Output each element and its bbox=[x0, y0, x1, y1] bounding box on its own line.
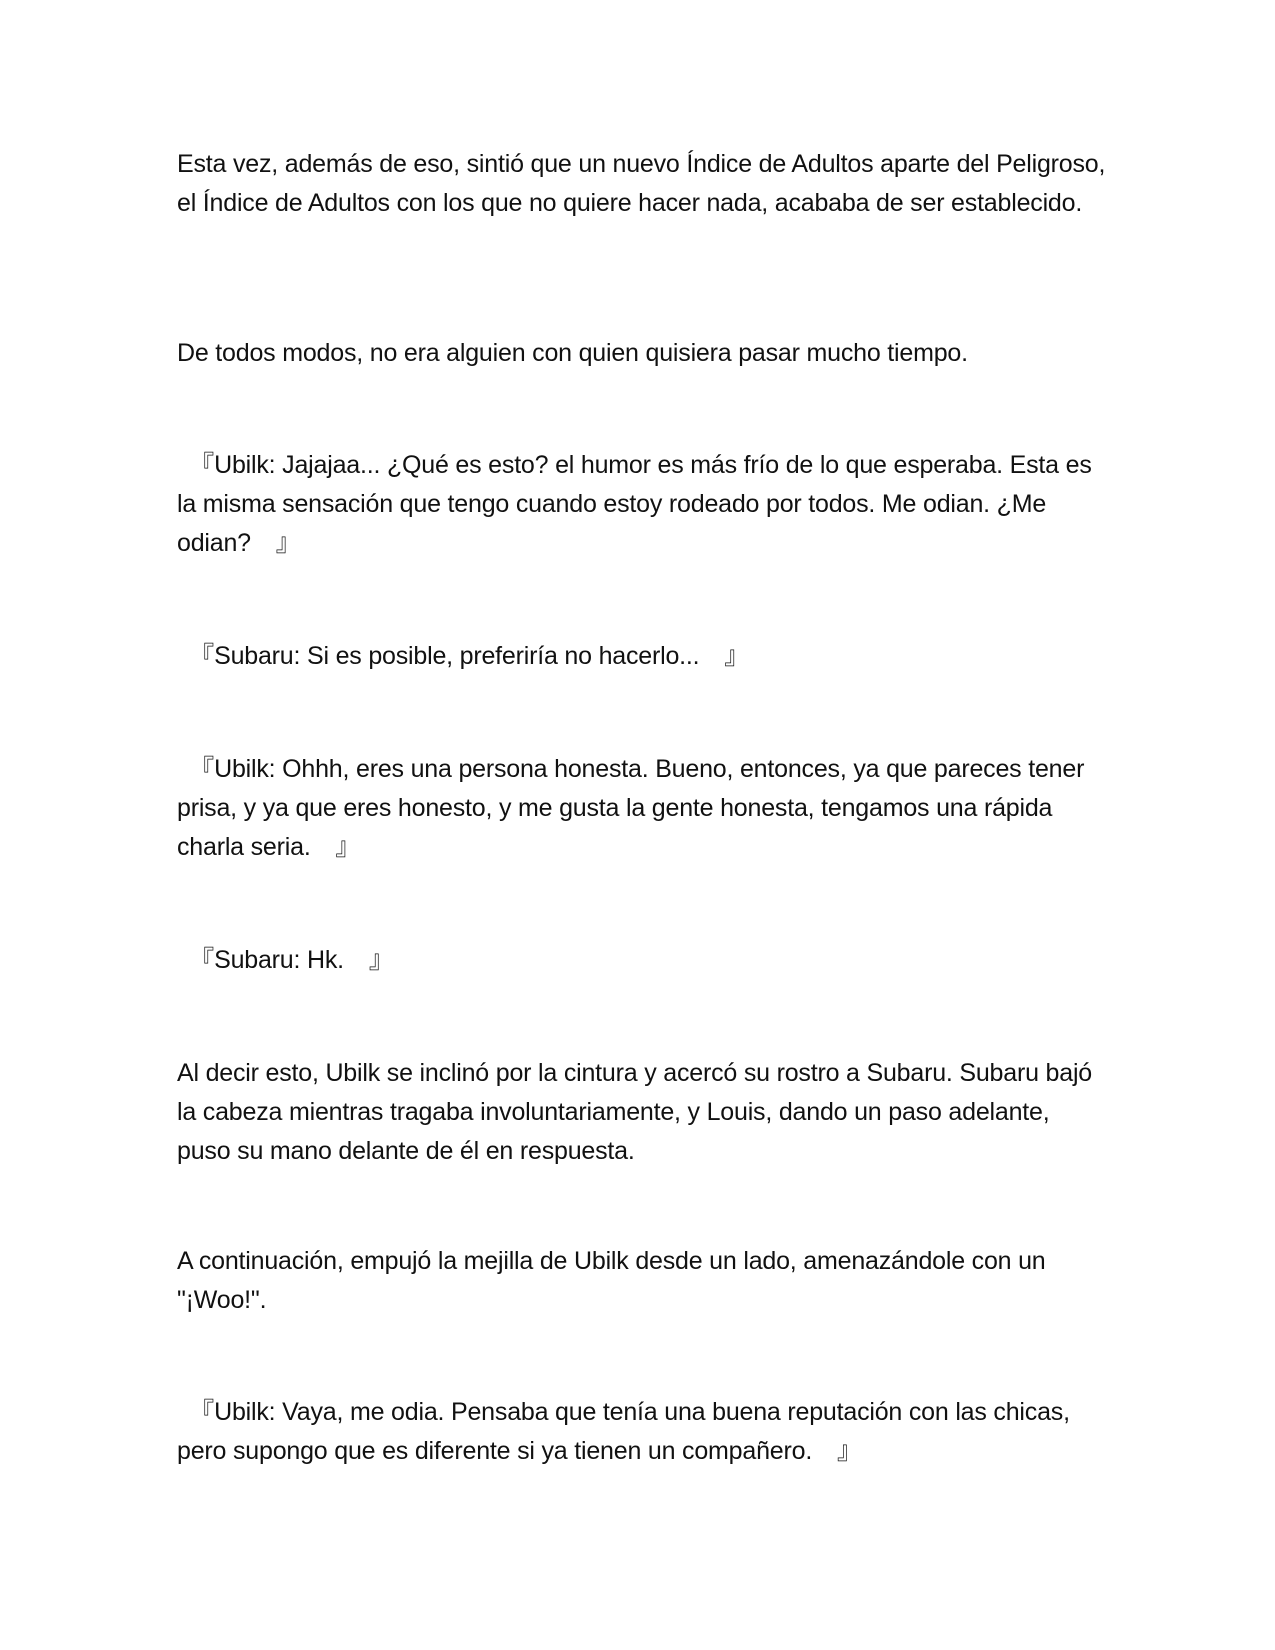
paragraph-narration: Al decir esto, Ubilk se inclinó por la cintura y acercó su rostro a Subaru. Subaru bajó la cabeza mientras tragaba involuntariamente, y Louis, dando un paso adelante, puso su mano delante de él en respuesta. bbox=[177, 1059, 1093, 1165]
paragraph-dialogue-ubilk: 『Ubilk: Jajajaa... ¿Qué es esto? el humor es más frío de lo que esperaba. Esta es la misma sensación que tengo cuando estoy rodeado por todos. Me odian. ¿Me odian? 』 bbox=[177, 451, 1092, 557]
paragraph-dialogue-subaru: 『Subaru: Si es posible, preferiría no hacerlo... 』 bbox=[177, 642, 750, 670]
paragraph-dialogue-subaru: 『Subaru: Hk. 』 bbox=[177, 946, 394, 974]
paragraph-narration: A continuación, empujó la mejilla de Ubilk desde un lado, amenazándole con un "¡Woo!". bbox=[177, 1247, 1046, 1314]
paragraph-dialogue-ubilk: 『Ubilk: Vaya, me odia. Pensaba que tenía una buena reputación con las chicas, pero supongo que es diferente si ya tienen un compañero. 』 bbox=[177, 1398, 1070, 1465]
paragraph-narration: Esta vez, además de eso, sintió que un nuevo Índice de Adultos aparte del Peligroso, el Índice de Adultos con los que no quiere hacer nada, acababa de ser establecido. bbox=[177, 150, 1106, 217]
paragraph-narration: De todos modos, no era alguien con quien quisiera pasar mucho tiempo. bbox=[177, 339, 968, 367]
paragraph-dialogue-ubilk: 『Ubilk: Ohhh, eres una persona honesta. Bueno, entonces, ya que pareces tener prisa, y ya que eres honesto, y me gusta la gente honesta, tengamos una rápida charla seria. 』 bbox=[177, 755, 1085, 861]
